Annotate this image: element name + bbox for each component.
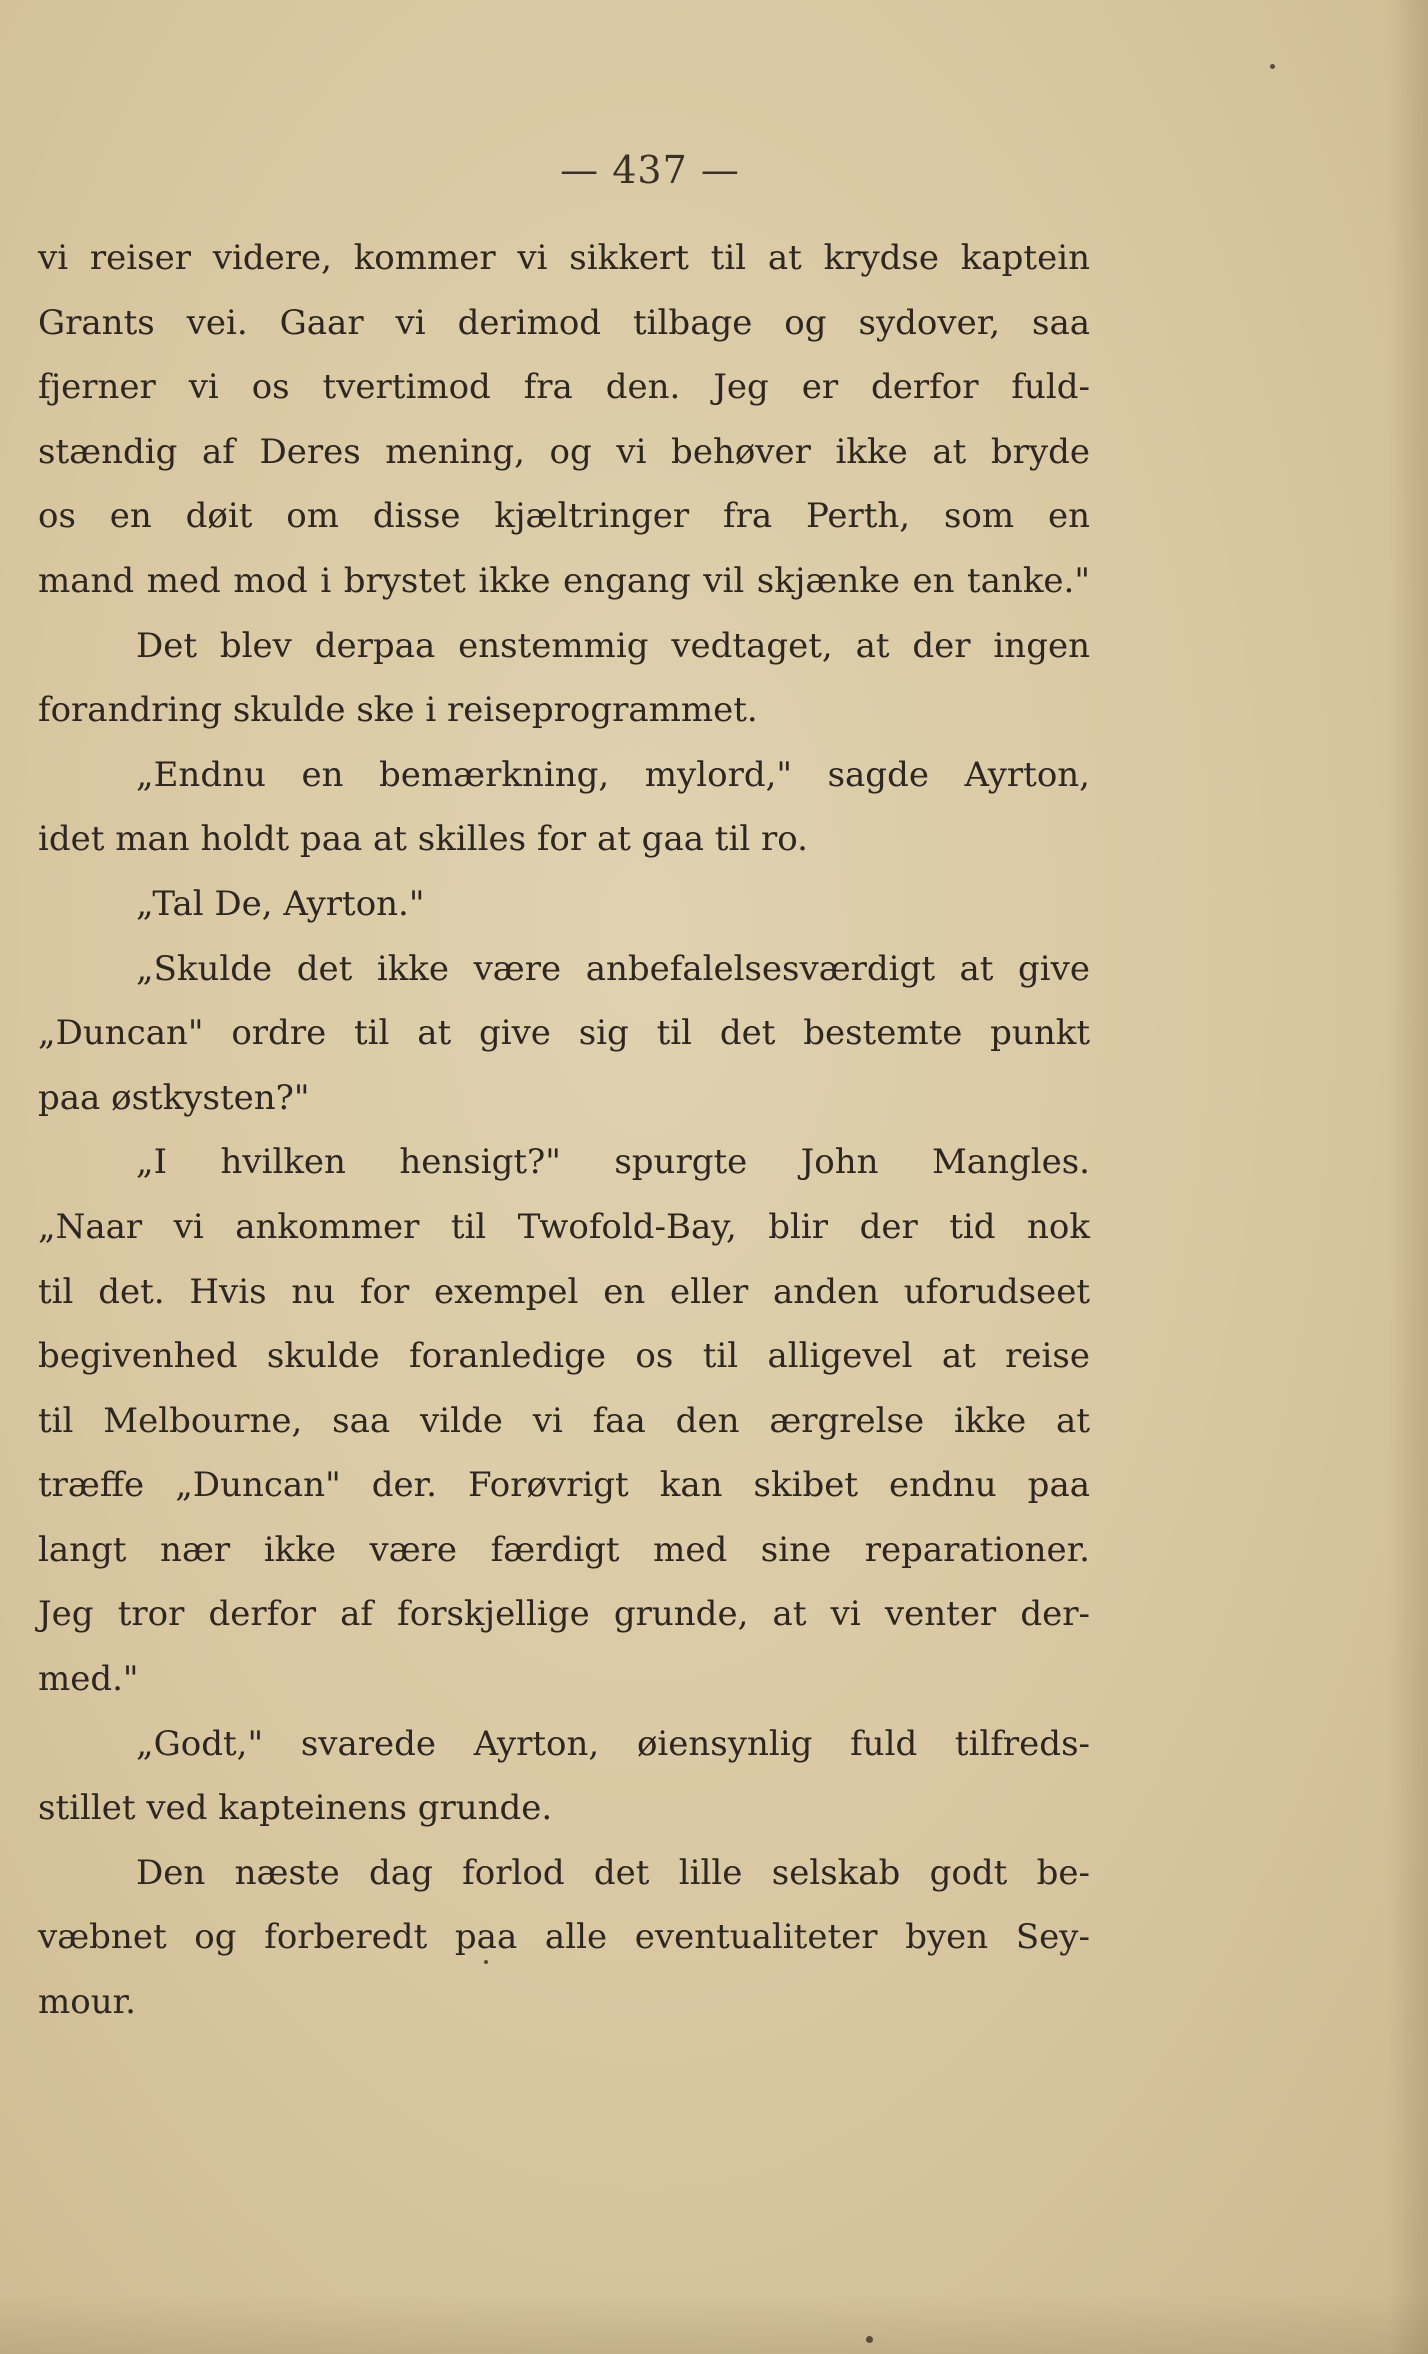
text-line: forandring skulde ske i reiseprogrammet. — [38, 690, 758, 731]
paper-speck — [1270, 64, 1275, 69]
text-line: fjerner vi os tvertimod fra den. Jeg er derfor fuld- — [38, 367, 1090, 408]
text-line: stændig af Deres mening, og vi behøver ikke at bryde — [38, 431, 1090, 472]
text-line: os en døit om disse kjæltringer fra Perth, som en — [38, 496, 1090, 537]
text-line: langt nær ikke være færdigt med sine reparationer. — [38, 1529, 1090, 1570]
text-line: mand med mod i brystet ikke engang vil skjænke en tanke." — [38, 560, 1090, 601]
text-line: paa østkysten?" — [38, 1077, 310, 1118]
text-line: til det. Hvis nu for exempel en eller anden uforudseet — [38, 1271, 1090, 1312]
text-line: Det blev derpaa enstemmig vedtaget, at der ingen — [136, 625, 1090, 666]
text-line: med." — [38, 1659, 139, 1700]
text-line: „Naar vi ankommer til Twofold-Bay, blir der tid nok — [38, 1206, 1090, 1247]
text-line: mour. — [38, 1982, 136, 2023]
page-edge-shadow — [1388, 0, 1428, 2354]
text-line: „Godt," svarede Ayrton, øiensynlig fuld tilfreds- — [136, 1723, 1090, 1764]
text-line: Grants vei. Gaar vi derimod tilbage og sydover, saa — [38, 302, 1090, 343]
text-line: stillet ved kapteinens grunde. — [38, 1788, 553, 1829]
body-text — [38, 226, 1090, 2035]
text-line: idet man holdt paa at skilles for at gaa til ro. — [38, 819, 808, 860]
text-line: Jeg tror derfor af forskjellige grunde, at vi venter der- — [38, 1594, 1090, 1635]
text-line: „Endnu en bemærkning, mylord," sagde Ayrton, — [136, 754, 1090, 795]
text-line: væbnet og forberedt paa alle eventualiteter byen Sey- — [38, 1917, 1090, 1958]
page-number: — 437 — — [560, 148, 740, 192]
text-line: vi reiser videre, kommer vi sikkert til at krydse kaptein — [38, 238, 1090, 278]
paper-speck — [484, 1960, 488, 1964]
paper-speck — [866, 2336, 873, 2343]
text-line: „Duncan" ordre til at give sig til det bestemte punkt — [38, 1013, 1090, 1054]
text-line: til Melbourne, saa vilde vi faa den ærgrelse ikke at — [38, 1400, 1090, 1441]
text-line: „Skulde det ikke være anbefalelsesværdigt at give — [136, 948, 1090, 989]
text-line: begivenhed skulde foranledige os til alligevel at reise — [38, 1336, 1090, 1377]
page-bottom-shadow — [0, 2294, 1428, 2354]
text-line: „I hvilken hensigt?" spurgte John Mangles. — [136, 1142, 1090, 1183]
text-line: Den næste dag forlod det lille selskab godt be- — [136, 1852, 1090, 1893]
text-line: „Tal De, Ayrton." — [136, 883, 425, 924]
text-line: træffe „Duncan" der. Forøvrigt kan skibet endnu paa — [38, 1465, 1090, 1506]
